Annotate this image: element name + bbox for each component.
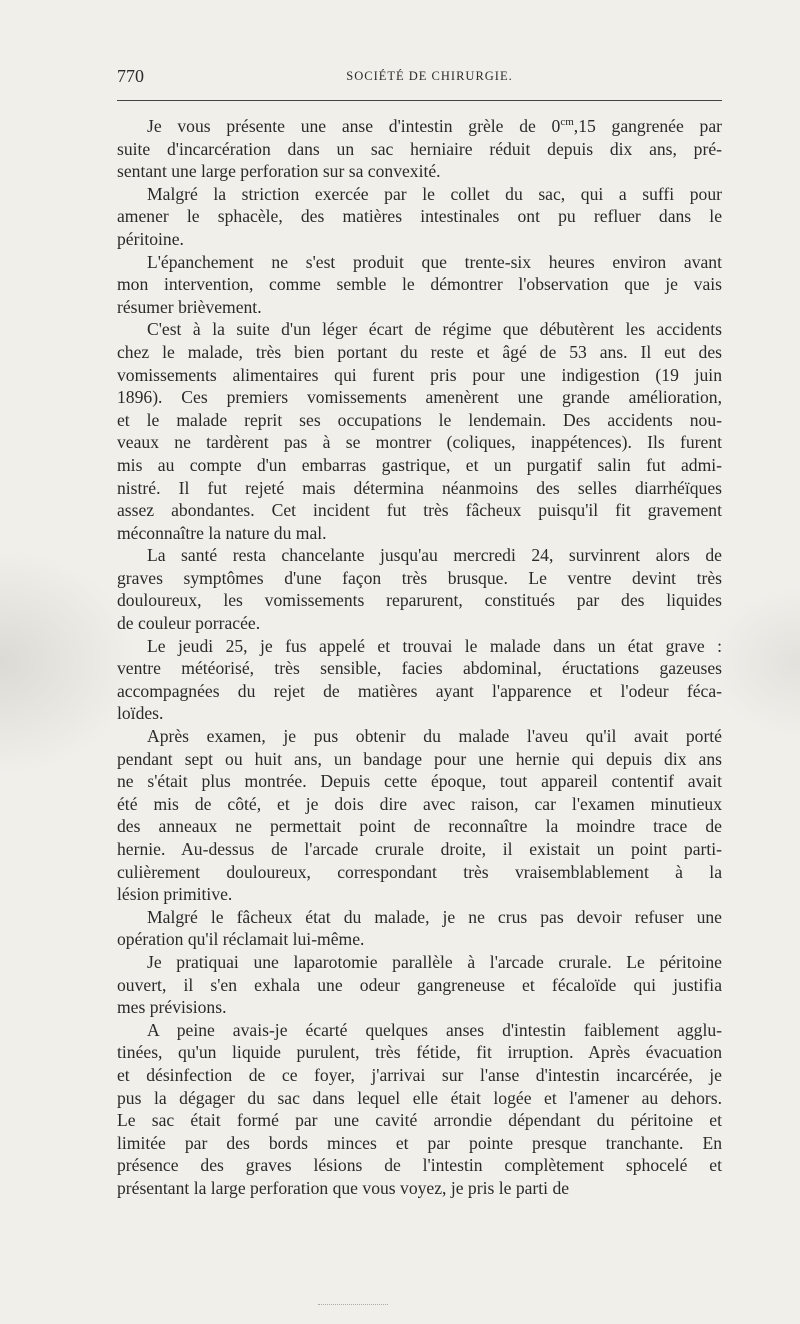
text-line: Le sac était formé par une cavité arrondie dépendant du péritoine et xyxy=(117,1110,722,1131)
page-number: 770 xyxy=(117,66,144,86)
text-line: chez le malade, très bien portant du reste et âgé de 53 ans. Il eut des xyxy=(117,341,722,362)
text-line: Malgré la striction exercée par le collet du sac, qui a suffi pour xyxy=(147,183,722,204)
paragraph xyxy=(117,251,722,319)
paragraph xyxy=(117,115,722,183)
paragraph xyxy=(117,951,722,1019)
paragraph xyxy=(117,725,722,906)
text-line: assez abondantes. Cet incident fut très fâcheux puisqu'il fit gravement xyxy=(117,500,722,521)
paragraph xyxy=(117,1019,722,1200)
text-line: graves symptômes d'une façon très brusque. Le ventre devint très xyxy=(117,567,722,588)
text-line: ventre météorisé, très sensible, facies abdominal, éructations gazeuses xyxy=(117,658,722,679)
page-header xyxy=(117,66,722,90)
text-line: résumer brièvement. xyxy=(117,296,262,317)
text-line: limitée par des bords minces et par pointe presque tranchante. En xyxy=(117,1132,722,1153)
text-line: hernie. Au-dessus de l'arcade crurale droite, il existait un point parti- xyxy=(117,839,722,859)
text-line: opération qu'il réclamait lui-même. xyxy=(117,929,365,950)
text-line: mon intervention, comme semble le démontrer l'observation que je vais xyxy=(117,274,722,295)
text-line: suite d'incarcération dans un sac herniaire réduit depuis dix ans, pré- xyxy=(117,138,722,159)
paragraph xyxy=(117,906,722,951)
text-line: ne s'était plus montrée. Depuis cette époque, tout appareil contentif avait xyxy=(117,771,722,792)
text-line: présence des graves lésions de l'intestin complètement sphocelé et xyxy=(117,1155,722,1176)
text-line: A peine avais-je écarté quelques anses d'intestin faiblement agglu- xyxy=(147,1019,722,1040)
text-line: C'est à la suite d'un léger écart de régime que débutèrent les accidents xyxy=(147,319,722,340)
text-line: Malgré le fâcheux état du malade, je ne crus pas devoir refuser une xyxy=(147,906,722,927)
text-line: des anneaux ne permettait point de reconnaître la moindre trace de xyxy=(117,816,722,837)
text-line: nistré. Il fut rejeté mais détermina néanmoins des selles diarrhéïques xyxy=(117,477,722,498)
text-line: douloureux, les vomissements reparurent, constitués par des liquides xyxy=(117,590,722,611)
text-line: pus la dégager du sac dans lequel elle était logée et l'amener au dehors. xyxy=(117,1087,722,1108)
text-line: Après examen, je pus obtenir du malade l'aveu qu'il avait porté xyxy=(147,726,722,747)
text-line: pendant sept ou huit ans, un bandage pour une hernie qui depuis dix ans xyxy=(117,748,722,769)
text-line: accompagnées du rejet de matières ayant l'apparence et l'odeur féca- xyxy=(117,680,722,701)
text-line: Je pratiquai une laparotomie parallèle à l'arcade crurale. Le péritoine xyxy=(147,951,722,972)
text-line: 1896). Ces premiers vomissements amenèrent une grande amélioration, xyxy=(117,387,722,408)
text-line: Je vous présente une anse d'intestin grèle de $0^{cm},15$ gangrenée par xyxy=(147,116,722,136)
paragraph xyxy=(117,635,722,725)
body-text xyxy=(117,115,722,1200)
text-line: méconnaître la nature du mal. xyxy=(117,522,327,543)
text-line: tinées, qu'un liquide purulent, très fétide, fit irruption. Après évacuation xyxy=(117,1042,722,1063)
text-line: de couleur porracée. xyxy=(117,613,261,634)
text-line: mes prévisions. xyxy=(117,997,227,1018)
text-line: mis au compte d'un embarras gastrique, et un purgatif salin fut admi- xyxy=(117,454,722,475)
text-line: lésion primitive. xyxy=(117,884,233,905)
running-title: SOCIÉTÉ DE CHIRURGIE. xyxy=(346,69,513,83)
text-line: culièrement douloureux, correspondant très vraisemblablement à la xyxy=(117,861,722,882)
text-line: péritoine. xyxy=(117,228,184,249)
text-line: loïdes. xyxy=(117,703,164,724)
paragraph xyxy=(117,544,722,634)
text-line: veaux ne tardèrent pas à se montrer (coliques, inappétences). Ils furent xyxy=(117,432,722,453)
text-line: sentant une large perforation sur sa convexité. xyxy=(117,161,441,182)
text-line: été mis de côté, et je dois dire avec raison, car l'examen minutieux xyxy=(117,793,722,814)
paragraph xyxy=(117,183,722,251)
header-rule xyxy=(117,100,722,101)
text-line: et le malade reprit ses occupations le lendemain. Des accidents nou- xyxy=(117,409,722,430)
text-line: ouvert, il s'en exhala une odeur gangreneuse et fécaloïde qui justifia xyxy=(117,974,722,995)
text-line: L'épanchement ne s'est produit que trente-six heures environ avant xyxy=(147,251,722,272)
text-line: vomissements alimentaires qui furent pris pour une indigestion (19 juin xyxy=(117,364,722,385)
paragraph xyxy=(117,318,722,544)
text-line: amener le sphacèle, des matières intestinales ont pu refluer dans le xyxy=(117,206,722,227)
text-line: La santé resta chancelante jusqu'au mercredi 24, survinrent alors de xyxy=(147,545,722,566)
text-line: Le jeudi 25, je fus appelé et trouvai le malade dans un état grave : xyxy=(147,635,722,656)
text-line: présentant la large perforation que vous voyez, je pris le parti de xyxy=(117,1177,570,1198)
footer-mark xyxy=(318,1304,388,1305)
text-line: et désinfection de ce foyer, j'arrivai sur l'anse d'intestin incarcérée, je xyxy=(117,1064,722,1085)
